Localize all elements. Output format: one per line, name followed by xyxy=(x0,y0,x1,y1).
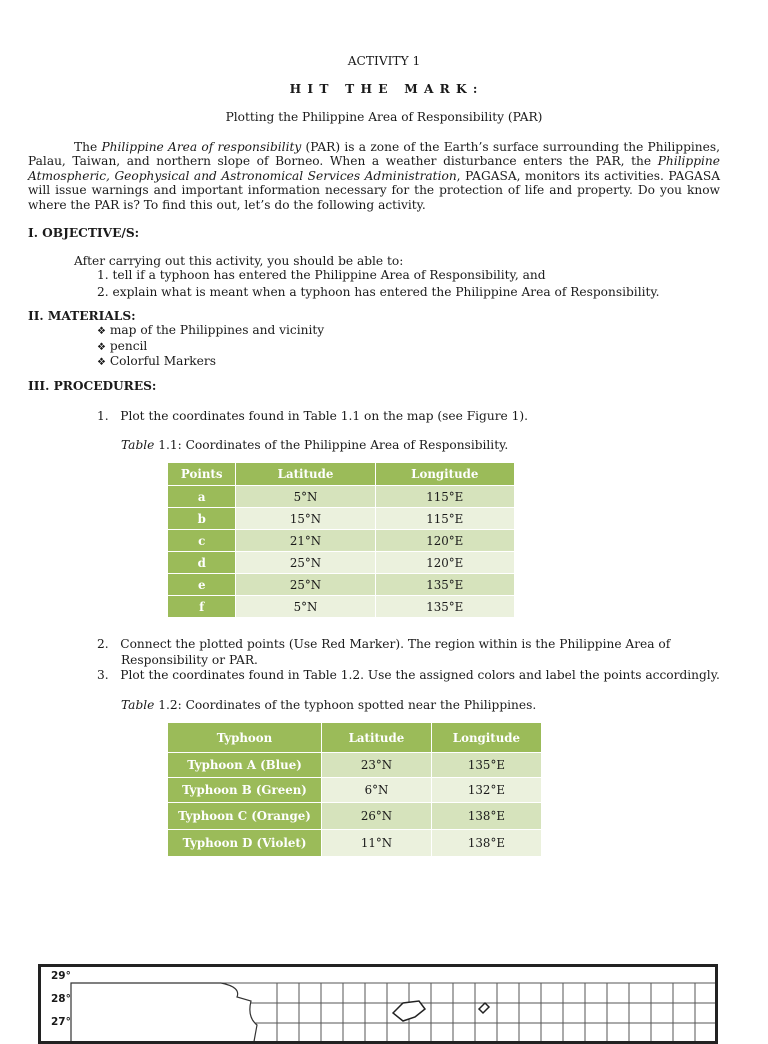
page-subtitle: Plotting the Philippine Area of Responsibility (PAR) xyxy=(225,110,543,124)
column-header: Longitude xyxy=(375,463,514,486)
material-item: ❖ Colorful Markers xyxy=(97,354,216,368)
latitude-label: 28° xyxy=(51,993,71,1005)
column-header: Longitude xyxy=(431,723,541,753)
column-header: Points xyxy=(168,463,236,486)
objectives-heading: I. OBJECTIVE/S: xyxy=(28,226,140,240)
intro-text-1: The xyxy=(74,140,102,154)
table-row: f 5°N 135°E xyxy=(168,596,515,618)
bullet-icon: ❖ xyxy=(97,342,106,353)
typhoon-coordinates-table xyxy=(167,722,542,857)
objective-item: 2. explain what is meant when a typhoon has entered the Philippine Area of Responsibility. xyxy=(97,285,660,299)
intro-pagasa-name: Philippine Atmospheric, Geophysical and Astronomical Services Administration xyxy=(28,154,720,183)
table-row: e 25°N 135°E xyxy=(168,574,515,596)
island-shape xyxy=(393,1001,425,1021)
intro-paragraph xyxy=(28,140,720,212)
table-row: c 21°N 120°E xyxy=(168,530,515,552)
table2-caption: Table 1.2: Coordinates of the typhoon spotted near the Philippines. xyxy=(121,698,537,712)
table-header-row xyxy=(168,723,542,753)
activity-label: ACTIVITY 1 xyxy=(347,54,421,68)
material-item: ❖ map of the Philippines and vicinity xyxy=(97,323,325,337)
table-row: Typhoon C (Orange) 26°N 138°E xyxy=(168,803,542,830)
table-row: d 25°N 120°E xyxy=(168,552,515,574)
procedures-heading: III. PROCEDURES: xyxy=(28,379,157,393)
latitude-label: 27° xyxy=(51,1016,71,1028)
table-header-row xyxy=(168,463,515,486)
objective-item: 1. tell if a typhoon has entered the Philippine Area of Responsibility, and xyxy=(97,268,546,282)
table1-caption: Table 1.1: Coordinates of the Philippine Area of Responsibility. xyxy=(121,438,509,452)
column-header: Latitude xyxy=(236,463,375,486)
page-title: H I T T H E M A R K : xyxy=(289,82,479,96)
table-row: a 5°N 115°E xyxy=(168,486,515,508)
bullet-icon: ❖ xyxy=(97,357,106,368)
procedure-step-3: 3. Plot the coordinates found in Table 1.2. Use the assigned colors and label the points accordingly. xyxy=(97,668,720,682)
column-header: Latitude xyxy=(322,723,432,753)
par-map-figure xyxy=(38,964,718,1044)
intro-text-3: , PAGASA, monitors its activities. PAGASA will issue warnings and important information necessary for the protection of life and property. Do you know where the PAR is? To find this out, let’s do the following activity. xyxy=(28,168,720,212)
material-item: ❖ pencil xyxy=(97,339,148,353)
intro-text-2: (PAR) is a zone of the Earth’s surface surrounding the Philippines, Palau, Taiwan, and northern slope of Borneo. When a weather disturbance enters the PAR, the xyxy=(28,140,720,169)
map-grid xyxy=(41,967,715,1044)
column-header: Typhoon xyxy=(168,723,322,753)
materials-heading: II. MATERIALS: xyxy=(28,309,136,323)
coastline-shape xyxy=(71,983,257,1044)
intro-par-term: Philippine Area of responsibility xyxy=(101,140,302,154)
procedure-step-2-cont: Responsibility or PAR. xyxy=(121,653,258,667)
table-row: Typhoon A (Blue) 23°N 135°E xyxy=(168,753,542,778)
bullet-icon: ❖ xyxy=(97,326,106,337)
table-row: b 15°N 115°E xyxy=(168,508,515,530)
procedure-step-1: 1. Plot the coordinates found in Table 1.1 on the map (see Figure 1). xyxy=(97,409,529,423)
procedure-step-2: 2. Connect the plotted points (Use Red Marker). The region within is the Philippine Area of xyxy=(97,637,671,651)
island-shape xyxy=(479,1003,489,1013)
par-coordinates-table xyxy=(167,462,515,618)
objectives-lead: After carrying out this activity, you should be able to: xyxy=(74,254,404,268)
table-row: Typhoon B (Green) 6°N 132°E xyxy=(168,778,542,803)
table-row: Typhoon D (Violet) 11°N 138°E xyxy=(168,830,542,857)
latitude-label: 29° xyxy=(51,970,71,982)
